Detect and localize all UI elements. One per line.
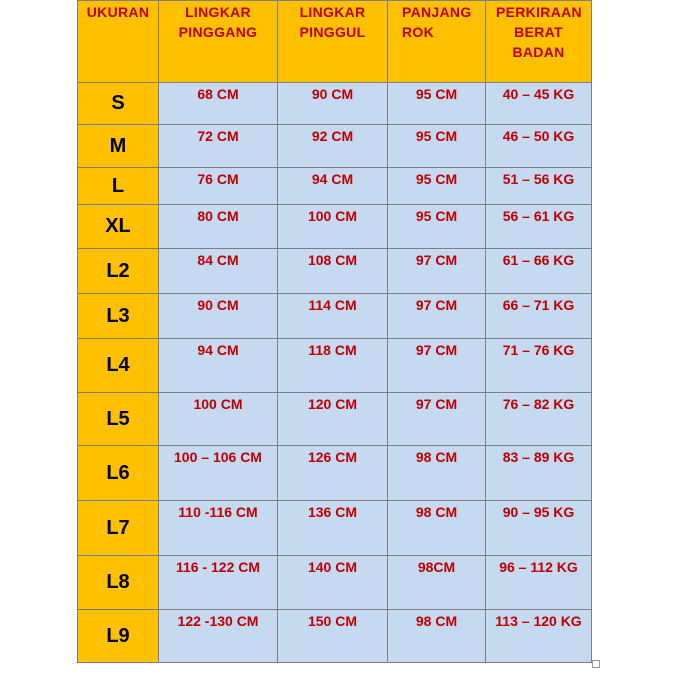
skirt-length-value: 97 CM [388, 339, 486, 393]
table-row [78, 610, 592, 663]
waist-value: 116 - 122 CM [159, 556, 278, 610]
hip-value: 108 CM [278, 249, 388, 294]
size-label: S [78, 83, 159, 125]
size-label: M [78, 125, 159, 168]
weight-value: 61 – 66 KG [486, 249, 592, 294]
header-row [78, 1, 592, 83]
skirt-length-value: 97 CM [388, 393, 486, 446]
size-label: L9 [78, 610, 159, 663]
hip-value: 114 CM [278, 294, 388, 339]
skirt-length-value: 98CM [388, 556, 486, 610]
table-row [78, 446, 592, 501]
skirt-length-value: 97 CM [388, 249, 486, 294]
hip-value: 100 CM [278, 205, 388, 249]
waist-value: 110 -116 CM [159, 501, 278, 556]
size-label: L4 [78, 339, 159, 393]
skirt-length-value: 95 CM [388, 205, 486, 249]
header-hip: LINGKAR PINGGUL [278, 1, 388, 83]
weight-value: 90 – 95 KG [486, 501, 592, 556]
hip-value: 120 CM [278, 393, 388, 446]
waist-value: 80 CM [159, 205, 278, 249]
table-resize-handle[interactable] [592, 660, 600, 668]
skirt-length-value: 98 CM [388, 610, 486, 663]
waist-value: 76 CM [159, 168, 278, 205]
table-row [78, 556, 592, 610]
size-label: L6 [78, 446, 159, 501]
weight-value: 83 – 89 KG [486, 446, 592, 501]
table-row [78, 393, 592, 446]
waist-value: 68 CM [159, 83, 278, 125]
table-row [78, 125, 592, 168]
size-label: L8 [78, 556, 159, 610]
waist-value: 94 CM [159, 339, 278, 393]
header-size: UKURAN [78, 1, 159, 83]
weight-value: 46 – 50 KG [486, 125, 592, 168]
weight-value: 40 – 45 KG [486, 83, 592, 125]
table-row [78, 249, 592, 294]
weight-value: 66 – 71 KG [486, 294, 592, 339]
size-label: L7 [78, 501, 159, 556]
skirt-length-value: 95 CM [388, 125, 486, 168]
header-skirt-length: PANJANG ROK [388, 1, 486, 83]
header-weight: PERKIRAAN BERAT BADAN [486, 1, 592, 83]
hip-value: 92 CM [278, 125, 388, 168]
table-row [78, 294, 592, 339]
waist-value: 100 CM [159, 393, 278, 446]
table-row [78, 168, 592, 205]
weight-value: 76 – 82 KG [486, 393, 592, 446]
hip-value: 140 CM [278, 556, 388, 610]
table-row [78, 501, 592, 556]
waist-value: 122 -130 CM [159, 610, 278, 663]
hip-value: 90 CM [278, 83, 388, 125]
size-label: L2 [78, 249, 159, 294]
weight-value: 56 – 61 KG [486, 205, 592, 249]
waist-value: 84 CM [159, 249, 278, 294]
hip-value: 94 CM [278, 168, 388, 205]
weight-value: 71 – 76 KG [486, 339, 592, 393]
hip-value: 126 CM [278, 446, 388, 501]
skirt-length-value: 98 CM [388, 446, 486, 501]
skirt-length-value: 95 CM [388, 83, 486, 125]
table-row [78, 339, 592, 393]
waist-value: 72 CM [159, 125, 278, 168]
hip-value: 136 CM [278, 501, 388, 556]
table-row [78, 83, 592, 125]
weight-value: 51 – 56 KG [486, 168, 592, 205]
size-chart-table [77, 0, 592, 663]
size-label: L [78, 168, 159, 205]
hip-value: 150 CM [278, 610, 388, 663]
skirt-length-value: 98 CM [388, 501, 486, 556]
header-waist: LINGKAR PINGGANG [159, 1, 278, 83]
size-label: L3 [78, 294, 159, 339]
weight-value: 96 – 112 KG [486, 556, 592, 610]
size-label: L5 [78, 393, 159, 446]
size-label: XL [78, 205, 159, 249]
table-row [78, 205, 592, 249]
skirt-length-value: 97 CM [388, 294, 486, 339]
weight-value: 113 – 120 KG [486, 610, 592, 663]
waist-value: 100 – 106 CM [159, 446, 278, 501]
waist-value: 90 CM [159, 294, 278, 339]
skirt-length-value: 95 CM [388, 168, 486, 205]
hip-value: 118 CM [278, 339, 388, 393]
